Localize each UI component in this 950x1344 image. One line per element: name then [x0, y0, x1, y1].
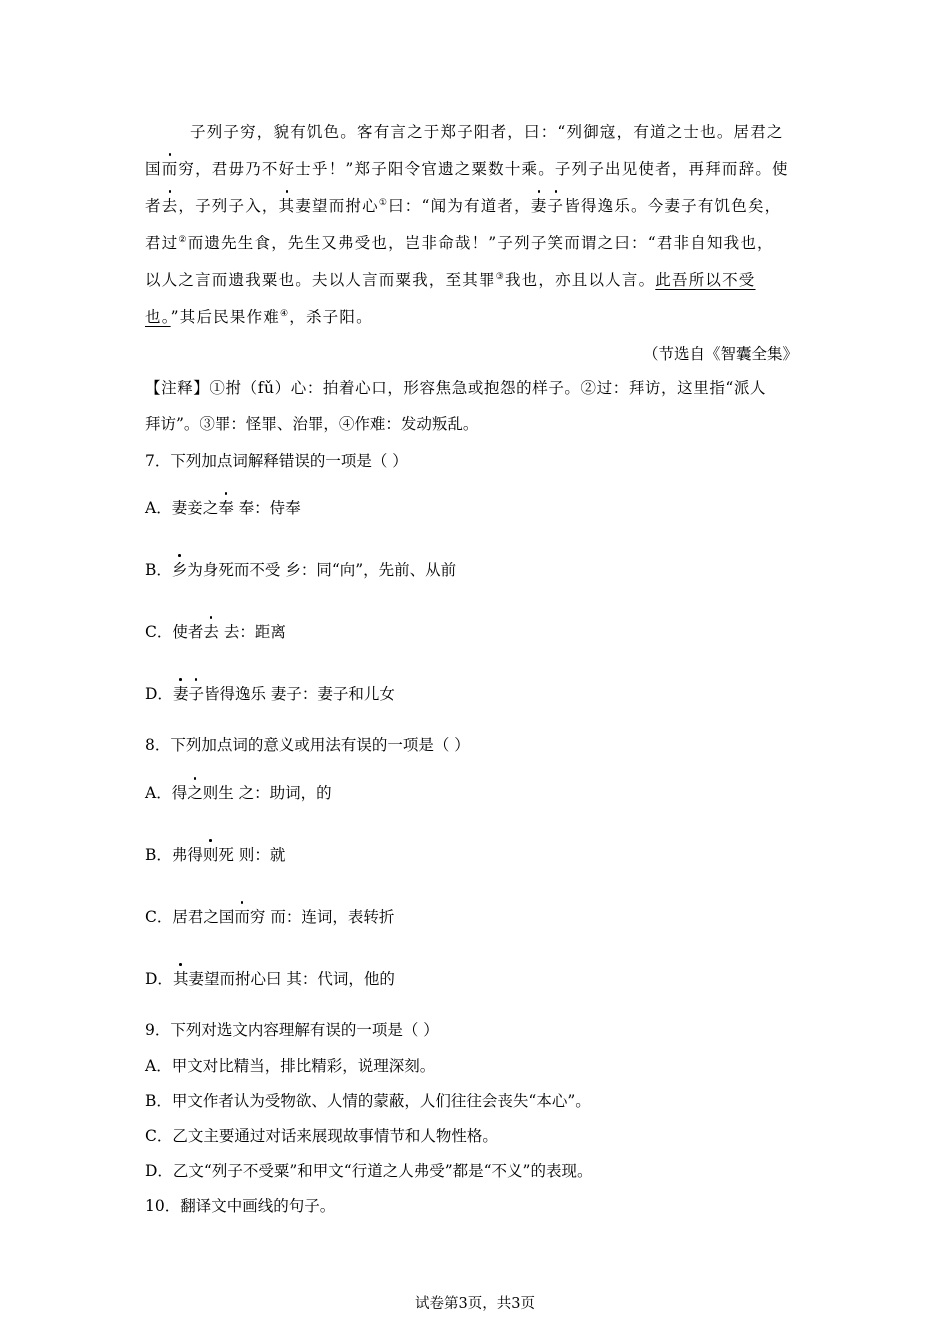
q8-option-c: [145, 905, 394, 927]
text: 死 则：就: [218, 846, 286, 864]
note-ref-4: ④: [279, 308, 290, 319]
text: 君过: [145, 234, 179, 252]
text: ，杀子阳。: [289, 308, 373, 326]
question-8-stem: 8．下列加点词的意义或用法有误的一项是（ ）: [145, 736, 470, 754]
text: D．: [145, 970, 173, 988]
dotted-char: 而: [234, 905, 250, 927]
page-footer: 试卷第3页，共3页: [415, 1296, 535, 1312]
text: 而遗先生食，先生又弗受也，岂非命哉！”子列子笑而谓之曰：“君非自知我也，: [187, 234, 774, 252]
q8-option-a: [145, 781, 332, 803]
text: C．使者: [145, 623, 204, 641]
passage-line-6: [145, 305, 373, 327]
text: ，子列子入，: [178, 197, 279, 215]
dotted-char: 则: [203, 843, 219, 865]
question-9-stem: 9．下列对选文内容理解有误的一项是（ ）: [145, 1021, 439, 1039]
text: 则生 之：助词，的: [202, 784, 332, 802]
text: 我也，亦且以人言。: [504, 271, 656, 289]
text: 皆得逸乐 妻子：妻子和儿女: [203, 685, 395, 703]
q7-option-a: [145, 496, 301, 518]
q9-option-b: B．甲文作者认为受物欲、人情的蒙蔽，人们往往会丧失“本心”。: [145, 1092, 591, 1110]
passage-line-1: 子列子穷，貌有饥色。客有言之于郑子阳者，曰：“列御寇，有道之士也。居君之: [190, 123, 784, 141]
passage-line-5: [145, 268, 756, 290]
passage-source: （节选自《智囊全集》: [642, 345, 798, 363]
text: 穷，君毋乃不好士乎！”郑子阳令官遗之粟数十乘。子列子出见使者，再拜而辞。使: [178, 160, 789, 178]
dotted-char: 妻: [173, 682, 189, 704]
text: 去：距离: [218, 623, 286, 641]
passage-line-3: [145, 194, 781, 216]
q7-option-c: [145, 620, 286, 642]
text: D．: [145, 685, 173, 703]
q8-option-b: [145, 843, 285, 865]
text: ”其后民果作难: [170, 308, 280, 326]
note-ref-3: ③: [495, 271, 505, 282]
passage-line-4: [145, 231, 774, 253]
text: 妻望而拊心: [295, 197, 379, 215]
notes-line-2: 拜访”。③罪：怪罪、治罪，④作难：发动叛乱。: [145, 415, 479, 433]
dotted-char: 其: [173, 967, 189, 989]
q7-option-b: [145, 558, 456, 580]
dotted-char: 妻: [531, 194, 548, 216]
question-7-stem: 7．下列加点词解释错误的一项是（ ）: [145, 452, 408, 470]
underlined-sentence: 此吾所以不受: [655, 271, 756, 289]
dotted-char: 子: [188, 682, 204, 704]
passage-line-2: [145, 157, 789, 179]
question-10-stem: 10．翻译文中画线的句子。: [145, 1197, 336, 1215]
notes-line-1: 【注释】①拊（fǔ）心：拍着心口，形容焦急或抱怨的样子。②过：拜访，这里指“派人: [145, 379, 767, 397]
text: A．得: [145, 784, 188, 802]
dotted-char: 去: [162, 194, 179, 216]
dotted-char: 去: [203, 620, 219, 642]
text: B．弗得: [145, 846, 203, 864]
text: 奉：侍奉: [233, 499, 301, 517]
dotted-char: 其: [279, 194, 296, 216]
dotted-char: 奉: [218, 496, 234, 518]
dotted-char: 而: [162, 157, 179, 179]
underlined-sentence-end: 也。: [145, 308, 171, 326]
q9-option-c: C．乙文主要通过对话来展现故事情节和人物性格。: [145, 1127, 498, 1145]
q8-option-d: [145, 967, 395, 989]
text: 皆得逸乐。今妻子有饥色矣，: [564, 197, 782, 215]
text: 妻望而拊心曰 其：代词，他的: [188, 970, 395, 988]
dotted-char: 乡: [172, 558, 188, 580]
text: A．妻妾之: [145, 499, 219, 517]
dotted-char: 子: [548, 194, 565, 216]
text: 为身死而不受 乡：同“向”，先前、从前: [187, 561, 457, 579]
text: B．: [145, 561, 172, 579]
text: 国: [145, 160, 162, 178]
text: 以人之言而遗我粟也。夫以人言而粟我，至其罪: [145, 271, 496, 289]
note-ref-1: ①: [378, 197, 389, 208]
note-ref-2: ②: [178, 234, 188, 245]
q9-option-a: A．甲文对比精当，排比精彩，说理深刻。: [145, 1057, 436, 1075]
q9-option-d: D．乙文“列子不受粟”和甲文“行道之人弗受”都是“不义”的表现。: [145, 1162, 593, 1180]
text: 穷 而：连词，表转折: [249, 908, 395, 926]
q7-option-d: [145, 682, 395, 704]
text: 曰：“闻为有道者，: [388, 197, 531, 215]
dotted-char: 之: [187, 781, 203, 803]
text: 者: [145, 197, 162, 215]
text: C．居君之国: [145, 908, 235, 926]
